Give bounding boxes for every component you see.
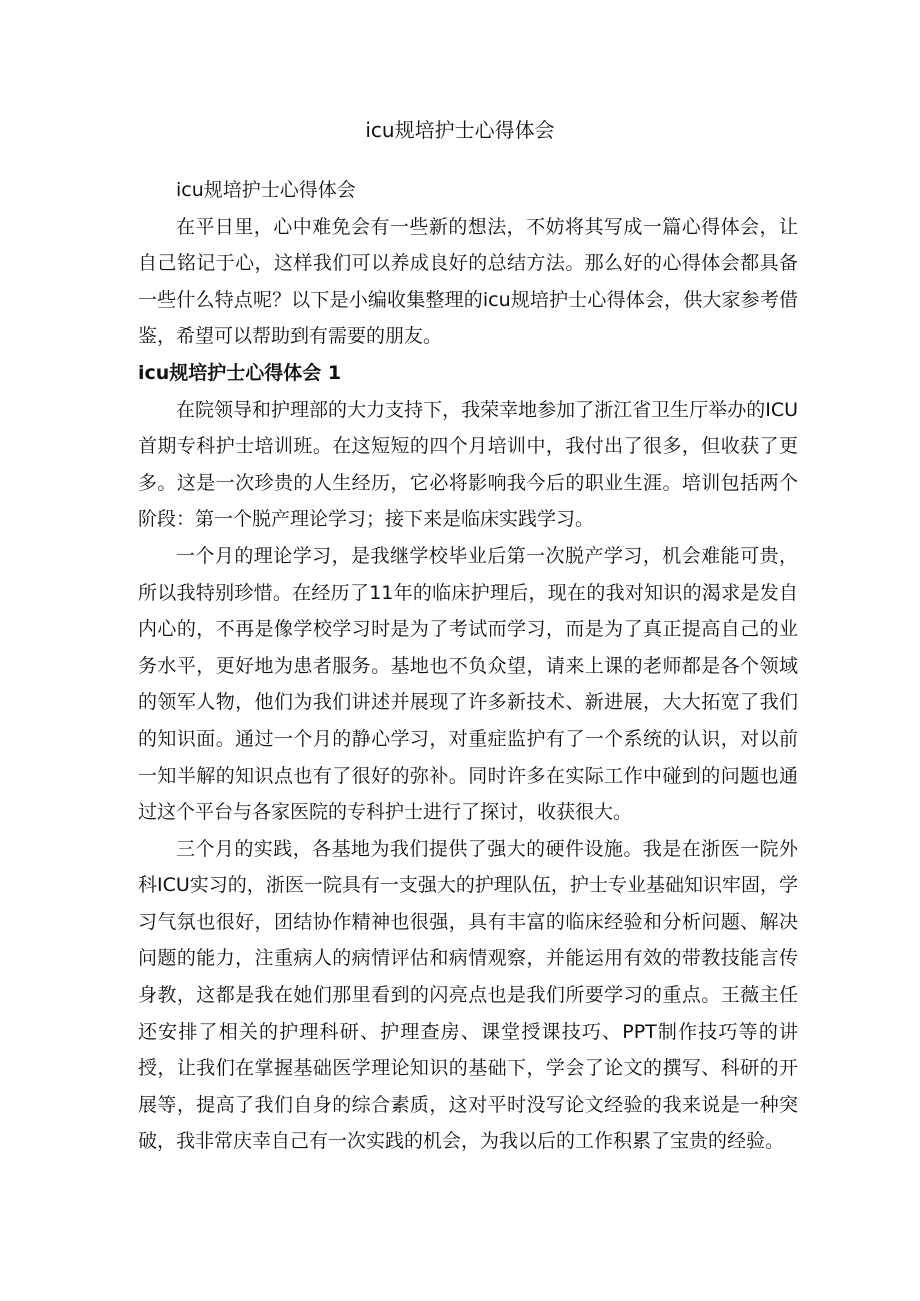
document-title: icu规培护士心得体会 — [365, 118, 555, 142]
body-paragraph-3: 三个月的实践，各基地为我们提供了强大的硬件设施。我是在浙医一院外科ICU实习的，浙医一院具有一支强大的护理队伍，护士专业基础知识牢固，学习气氛也很好，团结协作精神也很强，具有丰富的临床经验和分析问题、解决问题的能力，注重病人的病情评估和病情观察，并能运用有效的带教技能言传身教，这都是我在她们那里看到的闪亮点也是我们所要学习的重点。王薇主任还安排了相关的护理科研、护理查房、课堂授课技巧、PPT制作技巧等的讲授，让我们在掌握基础医学理论知识的基础下，学会了论文的撰写、科研的开展等，提高了我们自身的综合素质，这对平时没写论文经验的我来说是一种突破，我非常庆幸自己有一次实践的机会，为我以后的工作积累了宝贵的经验。 — [138, 837, 798, 1153]
intro-paragraph: 在平日里，心中难免会有一些新的想法，不妨将其写成一篇心得体会，让自己铭记于心，这样我们可以养成良好的总结方法。那么好的心得体会都具备一些什么特点呢？以下是小编收集整理的icu规培护士心得体会，供大家参考借鉴，希望可以帮助到有需要的朋友。 — [138, 215, 798, 348]
subtitle-paragraph: icu规培护士心得体会 — [176, 179, 356, 201]
body-paragraph-2: 一个月的理论学习，是我继学校毕业后第一次脱产学习，机会难能可贵，所以我特别珍惜。在经历了11年的临床护理后，现在的我对知识的渴求是发自内心的，不再是像学校学习时是为了考试而学习，而是为了真正提高自己的业务水平，更好地为患者服务。基地也不负众望，请来上课的老师都是各个领域的领军人物，他们为我们讲述并展现了许多新技术、新进展，大大拓宽了我们的知识面。通过一个月的静心学习，对重症监护有了一个系统的认识，对以前一知半解的知识点也有了很好的弥补。同时许多在实际工作中碰到的问题也通过这个平台与各家医院的专科护士进行了探讨，收获很大。 — [138, 544, 798, 824]
document-body — [138, 172, 798, 1160]
section-heading: icu规培护士心得体会 1 — [138, 361, 342, 384]
body-paragraph-1: 在院领导和护理部的大力支持下，我荣幸地参加了浙江省卫生厅举办的ICU首期专科护士培训班。在这短短的四个月培训中，我付出了很多，但收获了更多。这是一次珍贵的人生经历，它必将影响我今后的职业生涯。培训包括两个阶段：第一个脱产理论学习；接下来是临床实践学习。 — [138, 398, 798, 531]
